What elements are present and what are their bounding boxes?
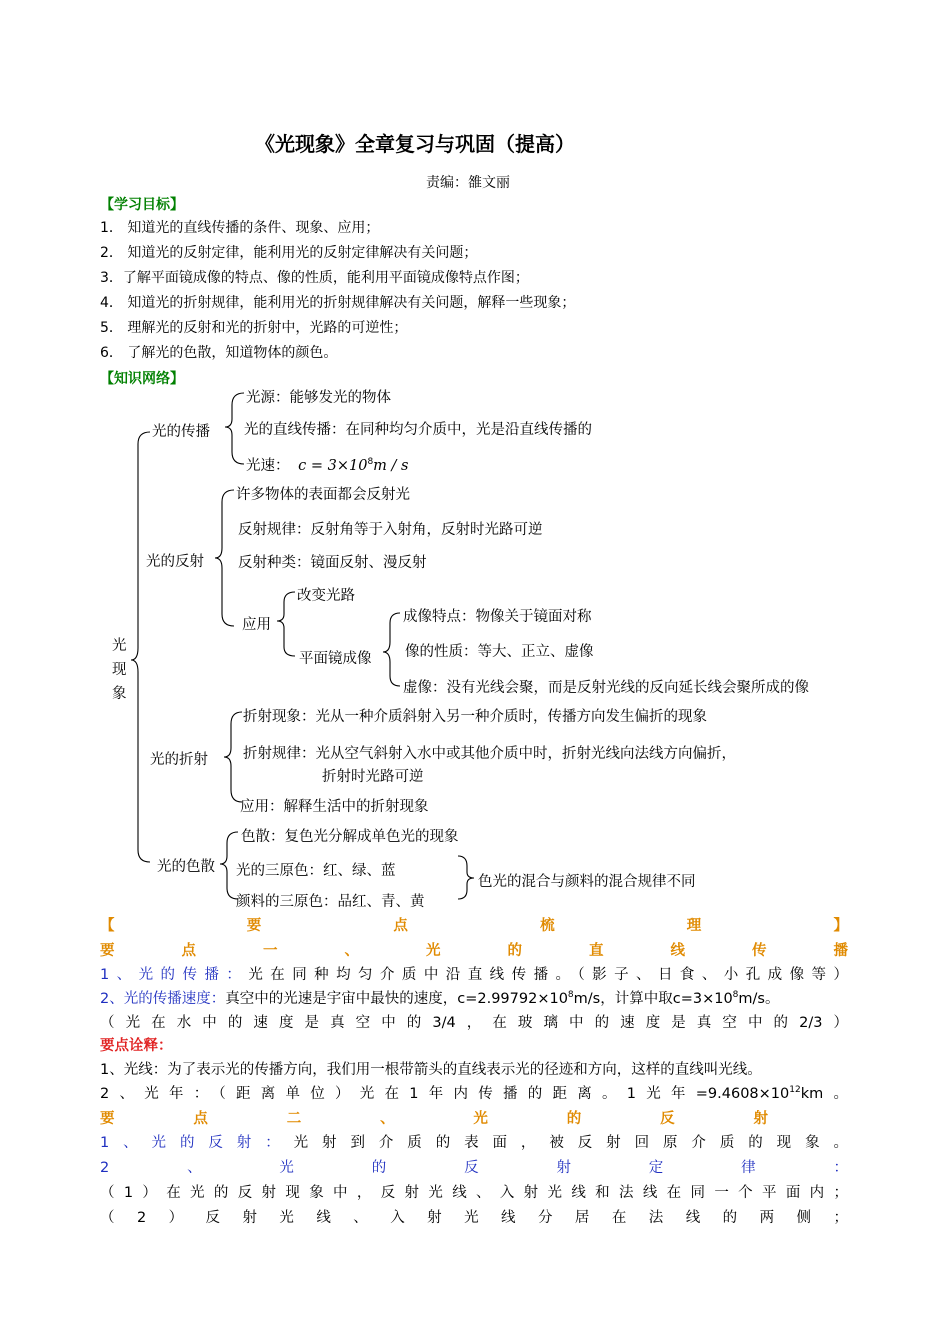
- point-1-line-2-label: 2、光的传播速度：: [100, 991, 226, 1007]
- point-1-line-2: [100, 987, 779, 1008]
- goal-item: 2． 知道光的反射定律，能利用光的反射定律解决有关问题；: [100, 245, 478, 261]
- node-image-property: 像的性质：等大、正立、虚像: [405, 644, 594, 660]
- node-light-speed: [246, 454, 408, 475]
- node-mixing-note: 色光的混合与颜料的混合规律不同: [478, 874, 696, 890]
- goal-item: 1． 知道光的直线传播的条件、现象、应用；: [100, 220, 380, 236]
- explain-line-2: [100, 1082, 848, 1103]
- points-heading: 【要点梳理】: [100, 918, 848, 934]
- node-refraction-application: 应用：解释生活中的折射现象: [240, 799, 429, 815]
- node-surface-reflection: 许多物体的表面都会反射光: [236, 487, 410, 503]
- node-plane-mirror: 平面镜成像: [299, 651, 372, 667]
- node-image-feature: 成像特点：物像关于镜面对称: [403, 609, 592, 625]
- node-pigment-primary: 颜料的三原色：品红、青、黄: [236, 894, 425, 910]
- speed-exponent: 8: [367, 457, 374, 468]
- goals-heading: 【学习目标】: [100, 197, 184, 213]
- light-year-unit: km。: [800, 1086, 848, 1102]
- point-2-line-1: [100, 1131, 848, 1152]
- root-char: 象: [112, 686, 127, 702]
- goal-item: 3．了解平面镜成像的特点、像的性质，能利用平面镜成像特点作图；: [100, 270, 529, 286]
- point-2-line-1-text: 光射到介质的表面，被反射回原介质的现象。: [293, 1135, 848, 1151]
- explain-line-1: 1、光线：为了表示光的传播方向，我们用一根带箭头的直线表示光的径迹和方向，这样的直线叫光线。: [100, 1062, 762, 1078]
- point-1-line-1-text: 光在同种均匀介质中沿直线传播。（影子、日食、小孔成像等）: [248, 967, 848, 983]
- explain-heading: 要点诠释：: [100, 1038, 173, 1054]
- speed-text-mid: m/s，计算中取c=3×10: [573, 991, 733, 1007]
- goal-item: 4． 知道光的折射规律，能利用光的折射规律解决有关问题，解释一些现象；: [100, 295, 576, 311]
- page-title: 《光现象》全章复习与巩固（提高）: [255, 132, 575, 156]
- point-2-line-3: （1）在光的反射现象中，反射光线、入射光线和法线在同一个平面内；: [100, 1185, 848, 1201]
- author-line: 责编：雒文丽: [426, 175, 510, 191]
- root-char: 现: [112, 662, 127, 678]
- branch-dispersion: 光的色散: [157, 859, 215, 875]
- light-year-exp: 12: [789, 1085, 801, 1096]
- goal-item: 5． 理解光的反射和光的折射中，光路的可逆性；: [100, 320, 408, 336]
- node-virtual-image: 虚像：没有光线会聚，而是反射光线的反向延长线会聚所成的像: [403, 680, 809, 696]
- speed-formula: c = 3×10: [298, 458, 368, 474]
- speed-exp-1: 8: [567, 990, 574, 1001]
- node-refraction-law-cont: 折射时光路可逆: [322, 769, 424, 785]
- speed-text: 真空中的光速是宇宙中最快的速度，c=2.99792×10: [225, 991, 568, 1007]
- root-char: 光: [112, 638, 127, 654]
- node-change-path: 改变光路: [297, 588, 355, 604]
- point-2-line-1-label: 1、光的反射：: [100, 1135, 294, 1151]
- speed-unit: m / s: [373, 458, 409, 474]
- point-1-line-3: （光在水中的速度是真空中的3/4，在玻璃中的速度是真空中的2/3）: [100, 1015, 848, 1031]
- speed-prefix: 光速：: [246, 458, 290, 474]
- point-1-heading: 要点一、光的直线传播: [100, 943, 848, 959]
- network-heading: 【知识网络】: [100, 371, 184, 387]
- node-reflection-application: 应用: [242, 617, 271, 633]
- branch-propagation: 光的传播: [152, 424, 210, 440]
- node-refraction-phenomenon: 折射现象：光从一种介质斜射入另一种介质时，传播方向发生偏折的现象: [243, 709, 707, 725]
- goal-item: 6． 了解光的色散，知道物体的颜色。: [100, 345, 338, 361]
- node-reflection-law: 反射规律：反射角等于入射角，反射时光路可逆: [238, 522, 543, 538]
- speed-text-end: m/s。: [738, 991, 780, 1007]
- node-light-source: 光源：能够发光的物体: [246, 390, 391, 406]
- node-light-primary: 光的三原色：红、绿、蓝: [236, 863, 396, 879]
- node-dispersion-def: 色散：复色光分解成单色光的现象: [241, 829, 459, 845]
- light-year-text: 2、光年：（距离单位）光在1年内传播的距离。1光年=9.4608×10: [100, 1086, 790, 1102]
- node-straight-line: 光的直线传播：在同种均匀介质中，光是沿直线传播的: [244, 422, 592, 438]
- branch-refraction: 光的折射: [150, 752, 208, 768]
- point-1-line-1: [100, 963, 848, 984]
- point-2-line-4: （2）反射光线、入射光线分居在法线的两侧；: [100, 1210, 848, 1226]
- speed-exp-2: 8: [732, 990, 739, 1001]
- branch-reflection: 光的反射: [146, 554, 204, 570]
- node-refraction-law: 折射规律：光从空气斜射入水中或其他介质中时，折射光线向法线方向偏折，: [243, 746, 736, 762]
- point-2-line-2: 2、光的反射定律：: [100, 1160, 848, 1176]
- node-reflection-types: 反射种类：镜面反射、漫反射: [238, 555, 427, 571]
- point-2-heading: 要点二、光的反射: [100, 1111, 768, 1127]
- point-1-line-1-label: 1、光的传播：: [100, 967, 249, 983]
